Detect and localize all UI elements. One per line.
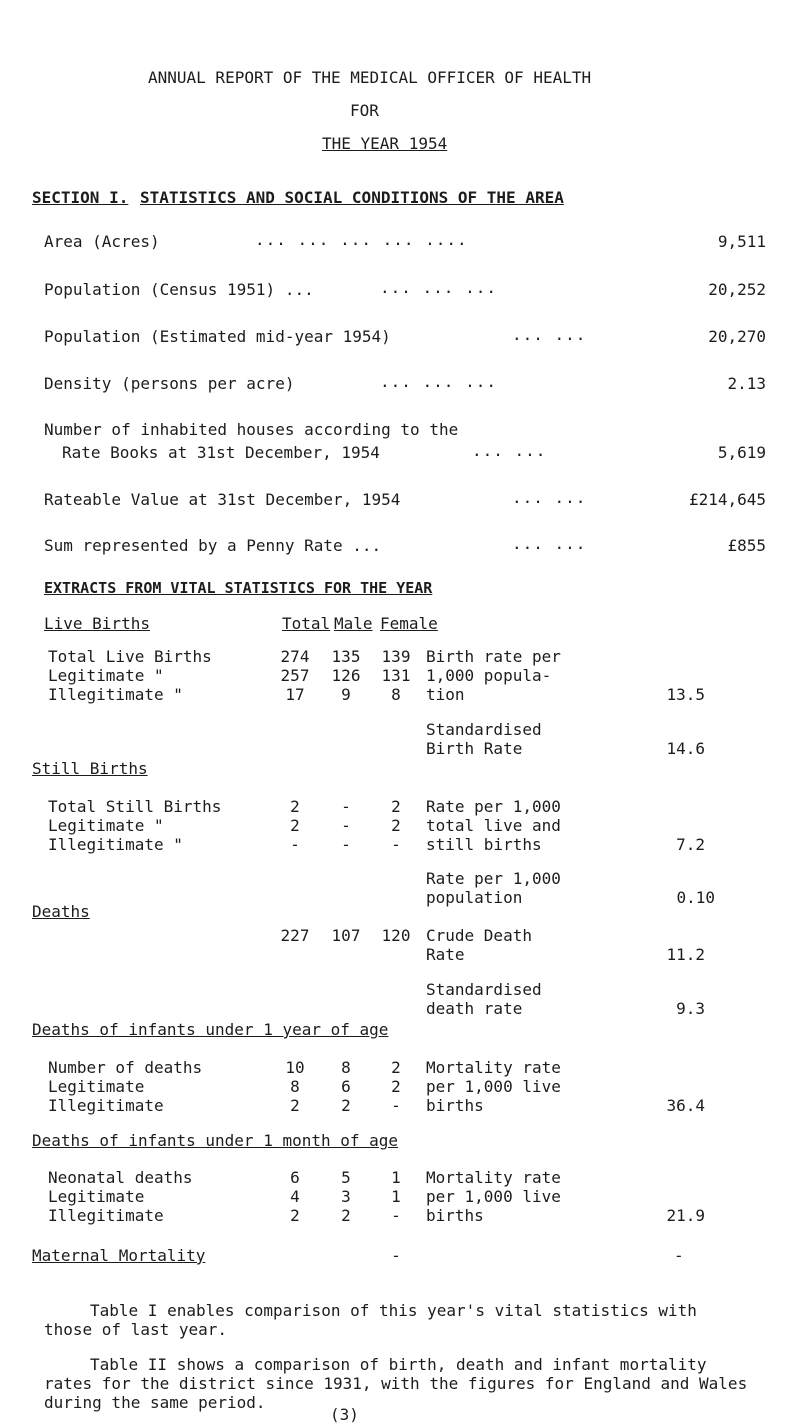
live-births-total: 274: [280, 647, 310, 666]
stat-label-houses-line2: Rate Books at 31st December, 1954: [62, 443, 380, 462]
birth-rate-note: 1,000 popula-: [426, 666, 552, 685]
still-births-total: 2: [290, 816, 300, 835]
still-birth-rate-note: still births: [426, 835, 542, 854]
live-births-male: 126: [331, 666, 361, 685]
neonatal-mortality-note: births: [426, 1206, 484, 1225]
deaths-heading: Deaths: [32, 902, 90, 921]
infant-deaths-total: 2: [290, 1096, 300, 1115]
stat-dots: ... ... ...: [380, 278, 497, 297]
still-births-male: -: [341, 816, 351, 835]
still-birth-rate-note: Rate per 1,000: [426, 797, 561, 816]
infant-mortality-note: births: [426, 1096, 484, 1115]
death-rate-note: Standardised: [426, 980, 542, 999]
live-births-female: 139: [381, 647, 411, 666]
paragraph-table-ii: Table II shows a comparison of birth, death and infant mortality: [90, 1355, 707, 1374]
paragraph-table-ii-cont: during the same period.: [44, 1393, 266, 1412]
neonatal-female: 1: [391, 1168, 401, 1187]
neonatal-row-label: Illegitimate: [48, 1206, 164, 1225]
paragraph-table-i-cont: those of last year.: [44, 1320, 228, 1339]
infant-deaths-total: 10: [285, 1058, 305, 1077]
birth-rate-note: tion: [426, 685, 465, 704]
infant-deaths-male: 6: [341, 1077, 351, 1096]
paragraph-table-i: Table I enables comparison of this year's vital statistics with: [90, 1301, 697, 1320]
infant-mortality-note: Mortality rate: [426, 1058, 561, 1077]
still-birth-rate-note: total live and: [426, 816, 561, 835]
neonatal-mortality-note: per 1,000 live: [426, 1187, 561, 1206]
stat-value-area: 9,511: [717, 232, 766, 251]
live-births-male: 135: [331, 647, 361, 666]
stat-value-estimated: 20,270: [708, 327, 766, 346]
birth-rate-value: 13.5: [666, 685, 705, 704]
stat-value-houses: 5,619: [717, 443, 766, 462]
stat-dots: ... ...: [472, 441, 547, 460]
extracts-title: EXTRACTS FROM VITAL STATISTICS FOR THE YEAR: [44, 579, 433, 597]
deaths-male: 107: [331, 926, 361, 945]
still-births-total: 2: [290, 797, 300, 816]
stat-label-houses: Number of inhabited houses according to the: [44, 420, 459, 439]
maternal-mortality-heading: Maternal Mortality: [32, 1246, 206, 1265]
neonatal-row-label: Legitimate: [48, 1187, 145, 1206]
still-births-heading: Still Births: [32, 759, 148, 778]
neonatal-total: 2: [290, 1206, 300, 1225]
death-rate-note: Rate: [426, 945, 465, 964]
infant-deaths-female: 2: [391, 1077, 401, 1096]
stat-dots: ... ...: [512, 534, 587, 553]
page-number: (3): [330, 1405, 359, 1424]
col-header-male: Male: [334, 614, 373, 633]
standardised-death-rate-value: 9.3: [676, 999, 705, 1018]
stat-label-density: Density (persons per acre): [44, 374, 295, 393]
live-births-female: 131: [381, 666, 411, 685]
stat-dots: ... ... ...: [380, 372, 497, 391]
birth-rate-note: Birth rate per: [426, 647, 561, 666]
report-title: ANNUAL REPORT OF THE MEDICAL OFFICER OF HEALTH: [148, 68, 592, 87]
live-births-total: 17: [285, 685, 305, 704]
still-birth-population-rate-value: 0.10: [676, 888, 715, 907]
maternal-mortality-rate: -: [674, 1246, 684, 1265]
birth-rate-note: Birth Rate: [426, 739, 523, 758]
neonatal-male: 5: [341, 1168, 351, 1187]
neonatal-female: 1: [391, 1187, 401, 1206]
still-births-female: 2: [391, 816, 401, 835]
maternal-mortality-value: -: [391, 1246, 401, 1265]
infant-mortality-note: per 1,000 live: [426, 1077, 561, 1096]
infant-deaths-heading: Deaths of infants under 1 year of age: [32, 1020, 389, 1039]
stat-label-rateable: Rateable Value at 31st December, 1954: [44, 490, 401, 509]
live-births-heading: Live Births: [44, 614, 150, 633]
still-births-total: -: [290, 835, 300, 854]
still-births-male: -: [341, 797, 351, 816]
still-births-female: -: [391, 835, 401, 854]
stat-value-density: 2.13: [727, 374, 766, 393]
still-births-row-label: Total Still Births: [48, 797, 222, 816]
stat-value-penny-rate: £855: [727, 536, 766, 555]
live-births-row-label: Legitimate ": [48, 666, 164, 685]
col-header-female: Female: [380, 614, 438, 633]
live-births-row-label: Illegitimate ": [48, 685, 183, 704]
col-header-total: Total: [282, 614, 331, 633]
infant-deaths-male: 2: [341, 1096, 351, 1115]
live-births-total: 257: [280, 666, 310, 685]
infant-deaths-female: 2: [391, 1058, 401, 1077]
neonatal-male: 3: [341, 1187, 351, 1206]
death-rate-note: death rate: [426, 999, 523, 1018]
still-births-row-label: Legitimate ": [48, 816, 164, 835]
neonatal-total: 6: [290, 1168, 300, 1187]
infant-deaths-row-label: Legitimate: [48, 1077, 145, 1096]
infant-deaths-row-label: Number of deaths: [48, 1058, 203, 1077]
stat-label-census: Population (Census 1951) ...: [44, 280, 314, 299]
section-title: STATISTICS AND SOCIAL CONDITIONS OF THE AREA: [140, 188, 564, 207]
live-births-female: 8: [391, 685, 401, 704]
live-births-row-label: Total Live Births: [48, 647, 212, 666]
infant-mortality-rate-value: 36.4: [666, 1096, 705, 1115]
neonatal-total: 4: [290, 1187, 300, 1206]
still-birth-rate-note: population: [426, 888, 523, 907]
still-births-female: 2: [391, 797, 401, 816]
still-birth-rate-value: 7.2: [676, 835, 705, 854]
stat-label-penny-rate: Sum represented by a Penny Rate ...: [44, 536, 382, 555]
infant-deaths-row-label: Illegitimate: [48, 1096, 164, 1115]
paragraph-table-ii-cont: rates for the district since 1931, with the figures for England and Wales: [44, 1374, 748, 1393]
deaths-total: 227: [280, 926, 310, 945]
neonatal-heading: Deaths of infants under 1 month of age: [32, 1131, 399, 1150]
neonatal-male: 2: [341, 1206, 351, 1225]
infant-deaths-total: 8: [290, 1077, 300, 1096]
crude-death-rate-value: 11.2: [666, 945, 705, 964]
section-number: SECTION I.: [32, 188, 129, 207]
infant-deaths-male: 8: [341, 1058, 351, 1077]
deaths-female: 120: [381, 926, 411, 945]
death-rate-note: Crude Death: [426, 926, 532, 945]
infant-deaths-female: -: [391, 1096, 401, 1115]
stat-value-census: 20,252: [708, 280, 766, 299]
still-birth-rate-note: Rate per 1,000: [426, 869, 561, 888]
neonatal-mortality-note: Mortality rate: [426, 1168, 561, 1187]
still-births-male: -: [341, 835, 351, 854]
birth-rate-note: Standardised: [426, 720, 542, 739]
still-births-row-label: Illegitimate ": [48, 835, 183, 854]
stat-label-area: Area (Acres): [44, 232, 160, 251]
stat-value-rateable: £214,645: [688, 490, 766, 509]
stat-label-estimated: Population (Estimated mid-year 1954): [44, 327, 391, 346]
stat-dots: ... ...: [512, 325, 587, 344]
report-year: THE YEAR 1954: [322, 134, 448, 153]
standardised-birth-rate-value: 14.6: [666, 739, 705, 758]
neonatal-mortality-rate-value: 21.9: [666, 1206, 705, 1225]
stat-dots: ... ... ... ... ....: [255, 230, 468, 249]
neonatal-female: -: [391, 1206, 401, 1225]
report-title-for: FOR: [350, 101, 379, 120]
neonatal-row-label: Neonatal deaths: [48, 1168, 193, 1187]
live-births-male: 9: [341, 685, 351, 704]
stat-dots: ... ...: [512, 488, 587, 507]
